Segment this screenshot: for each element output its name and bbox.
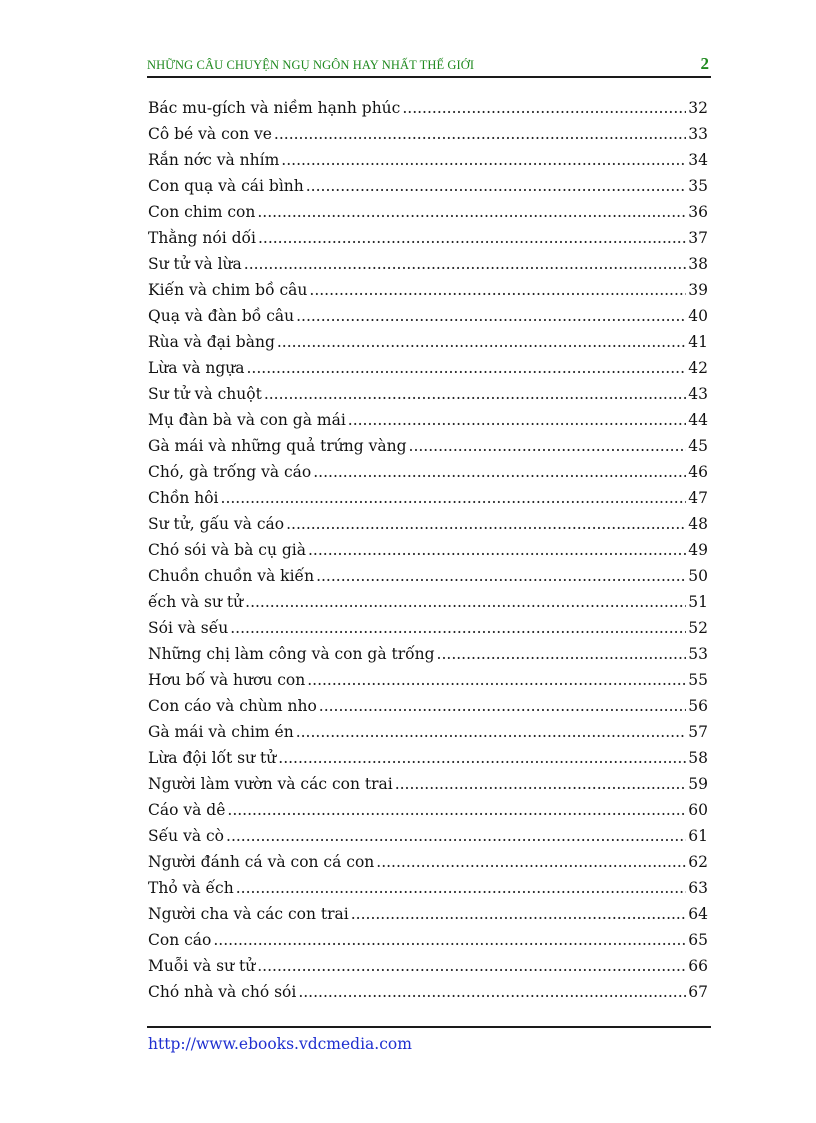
toc-entry-title: Người làm vườn và các con trai: [148, 775, 393, 793]
toc-entry[interactable]: [148, 853, 708, 879]
toc-dot-leader: [264, 385, 686, 403]
toc-dot-leader: [278, 749, 686, 767]
toc-entry[interactable]: [148, 307, 708, 333]
toc-dot-leader: [236, 879, 687, 897]
toc-dot-leader: [309, 281, 686, 299]
toc-entry-title: Cô bé và con ve: [148, 125, 272, 143]
toc-entry-page: 34: [688, 151, 708, 169]
toc-entry-title: ếch và sư tử: [148, 593, 244, 611]
toc-entry-title: Gà mái và chim én: [148, 723, 294, 741]
page-header: [147, 54, 711, 78]
toc-dot-leader: [316, 567, 686, 585]
toc-entry-page: 32: [688, 99, 708, 117]
toc-entry-page: 53: [688, 645, 708, 663]
toc-entry-title: Hơu bố và hươu con: [148, 671, 306, 689]
toc-entry-title: Con cáo: [148, 931, 212, 949]
toc-entry[interactable]: [148, 411, 708, 437]
toc-entry-title: Rùa và đại bàng: [148, 333, 275, 351]
toc-entry-title: Con quạ và cái bình: [148, 177, 304, 195]
toc-entry-page: 60: [688, 801, 708, 819]
toc-entry[interactable]: [148, 203, 708, 229]
toc-entry[interactable]: [148, 281, 708, 307]
toc-dot-leader: [221, 489, 687, 507]
toc-entry[interactable]: [148, 125, 708, 151]
toc-dot-leader: [244, 255, 686, 273]
toc-entry-title: Con chim con: [148, 203, 256, 221]
toc-entry-page: 56: [688, 697, 708, 715]
toc-dot-leader: [298, 983, 686, 1001]
toc-dot-leader: [313, 463, 686, 481]
toc-entry-title: Mụ đàn bà và con gà mái: [148, 411, 346, 429]
page-number: 2: [700, 54, 709, 73]
toc-entry-title: Sư tử và chuột: [148, 385, 262, 403]
toc-dot-leader: [308, 541, 686, 559]
toc-dot-leader: [227, 801, 686, 819]
toc-entry-page: 37: [688, 229, 708, 247]
toc-entry-page: 65: [688, 931, 708, 949]
toc-entry[interactable]: [148, 593, 708, 619]
toc-entry[interactable]: [148, 463, 708, 489]
toc-entry-page: 47: [688, 489, 708, 507]
toc-dot-leader: [409, 437, 687, 455]
toc-entry-title: Chó, gà trống và cáo: [148, 463, 312, 481]
footer-divider: [147, 1026, 711, 1028]
footer-url-link[interactable]: http://www.ebooks.vdcmedia.com: [148, 1035, 412, 1053]
toc-entry-page: 61: [688, 827, 708, 845]
toc-entry-page: 43: [688, 385, 708, 403]
toc-dot-leader: [348, 411, 686, 429]
toc-dot-leader: [281, 151, 686, 169]
toc-entry[interactable]: [148, 775, 708, 801]
toc-entry-title: Sư tử, gấu và cáo: [148, 515, 285, 533]
toc-entry-page: 35: [688, 177, 708, 195]
toc-entry[interactable]: [148, 957, 708, 983]
toc-entry-title: Chó sói và bà cụ già: [148, 541, 306, 559]
toc-entry[interactable]: [148, 99, 708, 125]
toc-entry-title: Lừa đội lốt sư tử: [148, 749, 277, 767]
toc-entry-page: 49: [688, 541, 708, 559]
toc-entry[interactable]: [148, 827, 708, 853]
toc-dot-leader: [226, 827, 686, 845]
toc-entry-title: Thỏ và ếch: [148, 879, 234, 897]
toc-entry-page: 63: [688, 879, 708, 897]
toc-entry-page: 45: [688, 437, 708, 455]
toc-entry-page: 42: [688, 359, 708, 377]
table-of-contents: [148, 99, 708, 1009]
toc-entry[interactable]: [148, 723, 708, 749]
toc-entry-title: Chuồn chuồn và kiến: [148, 567, 315, 585]
toc-entry-page: 50: [688, 567, 708, 585]
toc-entry-page: 51: [688, 593, 708, 611]
toc-entry-title: Những chị làm công và con gà trống: [148, 645, 435, 663]
toc-dot-leader: [245, 593, 686, 611]
toc-entry-title: Muỗi và sư tử: [148, 957, 256, 975]
toc-entry-title: Con cáo và chùm nho: [148, 697, 317, 715]
toc-dot-leader: [286, 515, 686, 533]
toc-entry-page: 66: [688, 957, 708, 975]
toc-dot-leader: [306, 177, 687, 195]
toc-entry[interactable]: [148, 879, 708, 905]
toc-entry-title: Rắn nớc và nhím: [148, 151, 280, 169]
toc-dot-leader: [376, 853, 686, 871]
toc-entry[interactable]: [148, 567, 708, 593]
toc-entry-title: Kiến và chim bồ câu: [148, 281, 308, 299]
toc-entry-page: 64: [688, 905, 708, 923]
toc-entry-page: 40: [688, 307, 708, 325]
toc-entry-page: 57: [688, 723, 708, 741]
toc-entry-title: Sói và sếu: [148, 619, 229, 637]
toc-entry-title: Lừa và ngựa: [148, 359, 245, 377]
book-title: NHỮNG CÂU CHUYỆN NGỤ NGÔN HAY NHẤT THẾ GIỚI: [147, 58, 475, 72]
toc-entry[interactable]: [148, 489, 708, 515]
toc-entry-page: 62: [688, 853, 708, 871]
toc-dot-leader: [213, 931, 686, 949]
toc-entry[interactable]: [148, 255, 708, 281]
toc-entry[interactable]: [148, 645, 708, 671]
toc-entry[interactable]: [148, 541, 708, 567]
toc-entry[interactable]: [148, 801, 708, 827]
toc-entry-page: 58: [688, 749, 708, 767]
toc-dot-leader: [319, 697, 686, 715]
toc-entry-title: Chó nhà và chó sói: [148, 983, 297, 1001]
toc-entry[interactable]: [148, 359, 708, 385]
toc-entry[interactable]: [148, 229, 708, 255]
toc-entry[interactable]: [148, 151, 708, 177]
toc-entry-page: 36: [688, 203, 708, 221]
toc-dot-leader: [296, 307, 686, 325]
toc-dot-leader: [437, 645, 687, 663]
toc-entry[interactable]: [148, 333, 708, 359]
toc-dot-leader: [257, 203, 686, 221]
toc-entry[interactable]: [148, 177, 708, 203]
toc-dot-leader: [277, 333, 686, 351]
toc-entry-title: Gà mái và những quả trứng vàng: [148, 437, 407, 455]
toc-entry-page: 59: [688, 775, 708, 793]
toc-entry-page: 38: [688, 255, 708, 273]
toc-entry-page: 41: [688, 333, 708, 351]
toc-entry-page: 39: [688, 281, 708, 299]
toc-entry-page: 44: [688, 411, 708, 429]
toc-dot-leader: [395, 775, 687, 793]
toc-dot-leader: [402, 99, 686, 117]
toc-entry[interactable]: [148, 697, 708, 723]
toc-dot-leader: [351, 905, 687, 923]
toc-entry[interactable]: [148, 385, 708, 411]
toc-entry[interactable]: [148, 619, 708, 645]
toc-dot-leader: [274, 125, 686, 143]
toc-entry-title: Cáo và dê: [148, 801, 226, 819]
toc-dot-leader: [307, 671, 686, 689]
toc-dot-leader: [247, 359, 687, 377]
toc-entry-page: 55: [688, 671, 708, 689]
toc-entry-title: Bác mu-gích và niềm hạnh phúc: [148, 99, 401, 117]
toc-entry-page: 67: [688, 983, 708, 1001]
toc-entry[interactable]: [148, 983, 708, 1009]
toc-entry-page: 46: [688, 463, 708, 481]
toc-entry[interactable]: [148, 515, 708, 541]
toc-dot-leader: [258, 229, 686, 247]
toc-entry-page: 52: [688, 619, 708, 637]
toc-entry[interactable]: [148, 749, 708, 775]
toc-entry[interactable]: [148, 905, 708, 931]
toc-entry-title: Người đánh cá và con cá con: [148, 853, 375, 871]
toc-entry[interactable]: [148, 671, 708, 697]
toc-entry[interactable]: [148, 931, 708, 957]
toc-entry-title: Người cha và các con trai: [148, 905, 349, 923]
toc-dot-leader: [257, 957, 686, 975]
toc-dot-leader: [230, 619, 686, 637]
toc-entry-title: Sếu và cò: [148, 827, 225, 845]
toc-entry-title: Chồn hôi: [148, 489, 219, 507]
toc-entry-title: Sư tử và lừa: [148, 255, 242, 273]
toc-entry[interactable]: [148, 437, 708, 463]
toc-entry-page: 48: [688, 515, 708, 533]
toc-entry-page: 33: [688, 125, 708, 143]
toc-entry-title: Thằng nói dối: [148, 229, 256, 247]
toc-entry-title: Quạ và đàn bồ câu: [148, 307, 295, 325]
toc-dot-leader: [296, 723, 687, 741]
